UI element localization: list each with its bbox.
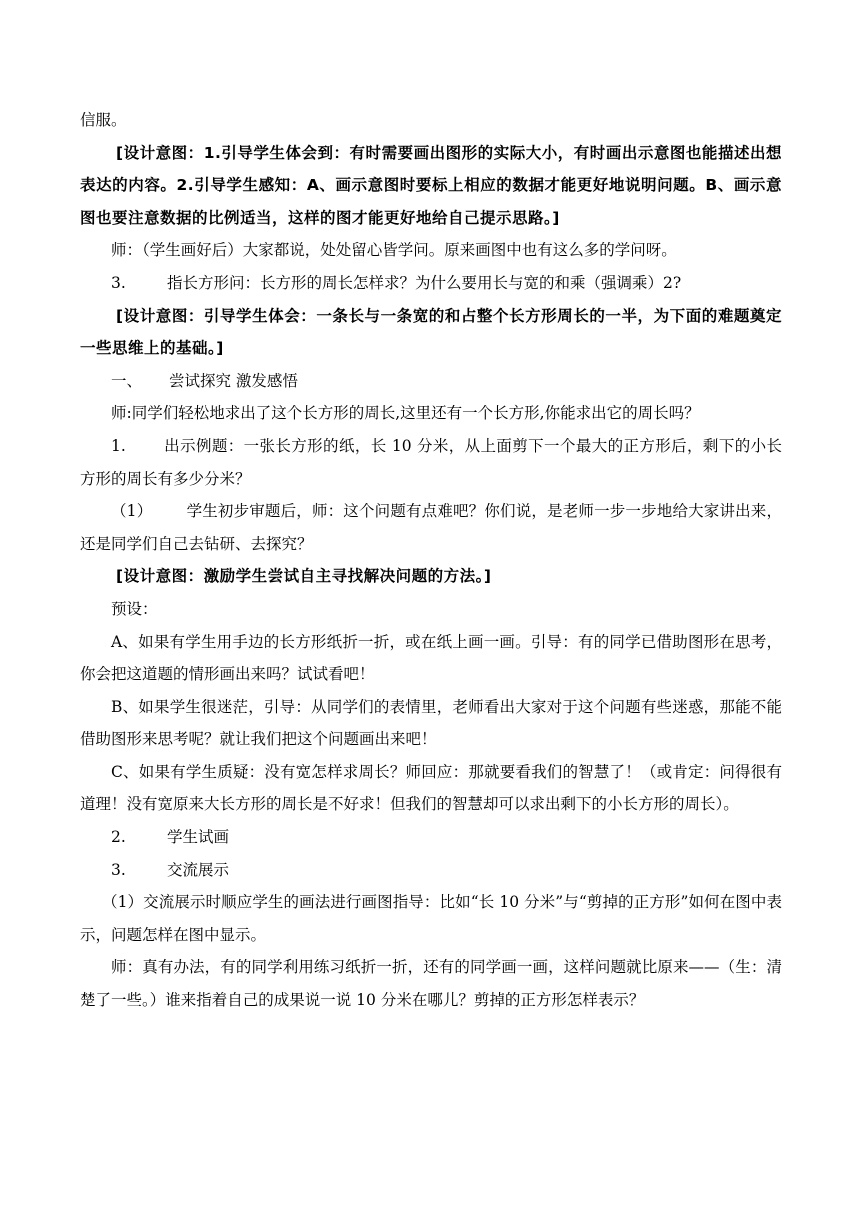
item-number: （1） [111, 502, 153, 521]
numbered-item-3-perimeter-question [80, 267, 782, 300]
numbered-item-3-share [80, 854, 782, 887]
item-text: 指长方形问：长方形的周长怎样求？为什么要用长与宽的和乘（强调乘）2? [167, 273, 682, 292]
design-intent-note-1: [设计意图：1.引导学生体会到：有时需要画出图形的实际大小，有时画出示意图也能描述出想表达的内容。2.引导学生感知：A、画示意图时要标上相应的数据才能更好地说明问题。B、画示意图也要注意数据的比例适当，这样的图才能更好地给自己提示思路。] [80, 143, 782, 227]
item-number: 3. [111, 273, 126, 292]
section-heading [80, 365, 782, 398]
design-intent-note-3: [设计意图：激励学生尝试自主寻找解决问题的方法。] [116, 567, 492, 586]
sub-item-1-paragraph [80, 495, 782, 560]
teacher-summary-paragraph: 师：真有办法，有的同学利用练习纸折一折，还有的同学画一画，这样问题就比原来——（生：清楚了一些。）谁来指着自己的成果说一说 10 分米在哪儿？剪掉的正方形怎样表示？ [80, 958, 782, 1010]
item-number: 3. [111, 860, 126, 879]
item-text: 出示例题：一张长方形的纸，长 10 分米，从上面剪下一个最大的正方形后，剩下的小长方形的周长有多少分米？ [80, 436, 782, 488]
document-body [80, 104, 782, 1017]
numbered-item-2-student-draw [80, 821, 782, 854]
section-title: 尝试探究 激发感悟 [169, 371, 298, 390]
preset-option-b: B、如果学生很迷茫，引导：从同学们的表情里，老师看出大家对于这个问题有些迷惑，那能不能借助图形来思考呢？就让我们把这个问题画出来吧！ [80, 697, 782, 749]
item-text: 交流展示 [167, 860, 230, 879]
item-number: 1. [111, 436, 126, 455]
item-text: 学生初步审题后，师：这个问题有点难吧？你们说，是老师一步一步地给大家讲出来，还是同学们自己去钻研、去探究？ [80, 502, 782, 553]
teacher-remark-paragraph: 师：（学生画好后）大家都说，处处留心皆学问。原来画图中也有这么多的学问呀。 [111, 241, 677, 260]
teacher-question-paragraph: 师:同学们轻松地求出了这个长方形的周长,这里还有一个长方形,你能求出它的周长吗？ [111, 404, 700, 423]
section-number: 一、 [111, 371, 143, 390]
design-intent-note-2: [设计意图：引导学生体会：一条长与一条宽的和占整个长方形周长的一半，为下面的难题奠定一些思维上的基础。] [80, 306, 782, 358]
item-text: 学生试画 [167, 828, 230, 847]
preset-option-a: A、如果有学生用手边的长方形纸折一折，或在纸上画一画。引导：有的同学已借助图形在思考，你会把这道题的情形画出来吗？试试看吧！ [80, 632, 782, 684]
preset-label: 预设： [111, 599, 158, 618]
preset-option-c: C、如果有学生质疑：没有宽怎样求周长？师回应：那就要看我们的智慧了！（或肯定：问得很有道理！没有宽原来大长方形的周长是不好求！但我们的智慧却可以求出剩下的小长方形的周长）。 [80, 762, 782, 814]
share-guidance-paragraph: （1）交流展示时顺应学生的画法进行画图指导：比如“长 10 分米”与“剪掉的正方形”如何在图中表示，问题怎样在图中显示。 [80, 893, 782, 944]
example-problem-paragraph [80, 430, 782, 495]
item-number: 2. [111, 828, 126, 847]
paragraph-continuation: 信服。 [80, 111, 127, 129]
